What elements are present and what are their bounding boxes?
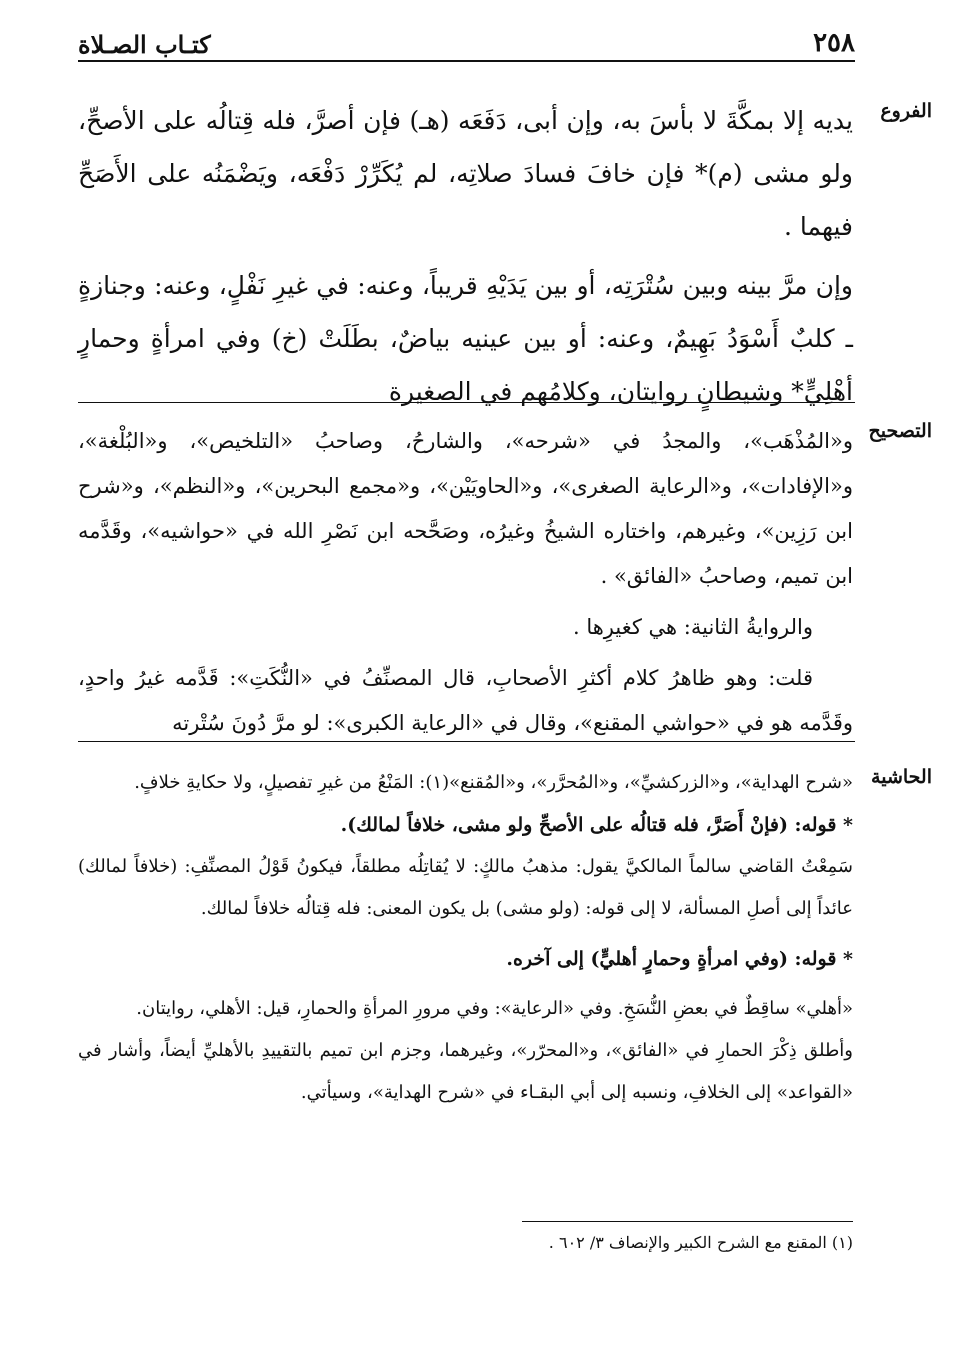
- section-divider: [78, 402, 855, 403]
- section-label-furu: الفروع: [880, 100, 932, 122]
- hashiya-paragraph: «شرح الهداية»، و«الزركشيِّ»، و«المُحرَّر»، و«المُقنع»(١): المَنْعُ من غيرِ تفصيلٍ، ولا حكايةِ خلافٍ.: [134, 772, 853, 793]
- hashiya-paragraph: سَمِعْتُ القاضي سالماً المالكيَّ يقول: مذهبُ مالكٍ: لا يُقاتِلُه مطلقاً، فيكونُ قَوْلُ المصنِّفِ: (خلافاً لمالك) عائداً إلى أصلِ المسألة، لا إلى قوله: (ولو مشى) بل يكون المعنى: فله قِتالُه خلافاً لمالك.: [78, 856, 853, 919]
- tashih-text: [78, 419, 853, 746]
- tashih-paragraph: قلت: وهو ظاهرُ كلام أكثرِ الأصحابِ، قال المصنِّفُ في «النُّكَتِ»: قَدَّمه غيرُ واحدٍ، وقَدَّمه هو في «حواشي المقنع»، وقال في «الرعاية الكبرى»: لو مرَّ دُونَ سُتْرته: [78, 666, 853, 735]
- hashiya-paragraph: «أهلي» ساقِطٌ في بعضِ النُّسَخِ. وفي «الرعاية»: وفي مرورِ المرأةِ والحمارِ، قيل: الأهلي، روايتان.: [136, 998, 853, 1019]
- tashih-paragraph: والروايةُ الثانية: هي كغيرِها .: [572, 615, 813, 639]
- page-header: [78, 30, 855, 60]
- tashih-paragraph: و«المُذْهَب»، والمجدُ في «شرحه»، والشارحُ، وصاحبُ «التلخيص»، و«البُلْغة»، و«الإفادات»، و«الرعاية الصغرى»، و«الحاويَيْن»، و«مجمع البحرين»، و«النظم»، و«شرح ابن رَزِين»، وغيرهم، واختاره الشيخُ وغيرُه، وصَحَّحه ابن نَصْرِ الله في «حواشيه»، وقَدَّمه ابن تميم، وصاحبُ «الفائق» .: [78, 429, 853, 588]
- furu-text: [78, 94, 853, 418]
- book-title: كتـاب الصـلاة: [78, 30, 211, 59]
- page-number: ٢٥٨: [813, 28, 855, 58]
- hashiya-paragraph: وأطلق ذِكْرَ الحمارِ في «الفائق»، و«المحرّر»، وغيرهما، وجزم ابن تميم بالتقييدِ بالأهليِّ أيضاً، وأشار في «القواعد» إلى الخلافِ، ونسبه إلى أبي البقـاء في «شرح الهداية»، وسيأتي.: [78, 1040, 853, 1103]
- hashiya-heading: * قوله: (فإنْ أَصَرَّ، فله قتالُه على الأصحِّ ولو مشى، خلافاً لمالك).: [340, 814, 853, 836]
- footnote: (١) المقنع مع الشرح الكبير والإنصاف ٣/ ٦٠٢ .: [548, 1233, 853, 1252]
- section-label-tashih: التصحيح: [868, 420, 932, 442]
- header-divider: [78, 60, 855, 62]
- furu-paragraph: يديه إلا بمكَّةَ لا بأسَ به، وإن أبى، دَفَعَه (هـ) فإن أصرَّ، فله قِتالُه على الأصحِّ، ولو مشى (م)* فإن خافَ فسادَ صلاتِه، لم يُكَرِّرْ دَفْعَه، ويَضْمَنُه على الأَصَحِّ فيهما .: [78, 106, 853, 241]
- section-label-hashiya: الحاشية: [871, 766, 932, 788]
- section-divider: [78, 741, 855, 742]
- hashiya-text: [78, 762, 853, 1114]
- furu-paragraph: وإن مرَّ بينه وبين سُتْرَتِه، أو بين يَدَيْهِ قريباً، وعنه: في غيرِ نَفْلٍ، وعنه: وجنازةٍ ـ كلبٌ أَسْوَدُ بَهِيمٌ، وعنه: أو بين عينيه بياضٌ، بطَلَتْ (خ) وفي امرأةٍ وحمارٍ أهْلِيٍّ* وشيطانٍ روايتان، وكلامُهم في الصغيرة: [78, 271, 853, 406]
- footnote-divider: [522, 1221, 853, 1222]
- hashiya-heading: * قوله: (وفي امرأةٍ وحمارٍ أهليٍّ) إلى آخره.: [506, 948, 853, 970]
